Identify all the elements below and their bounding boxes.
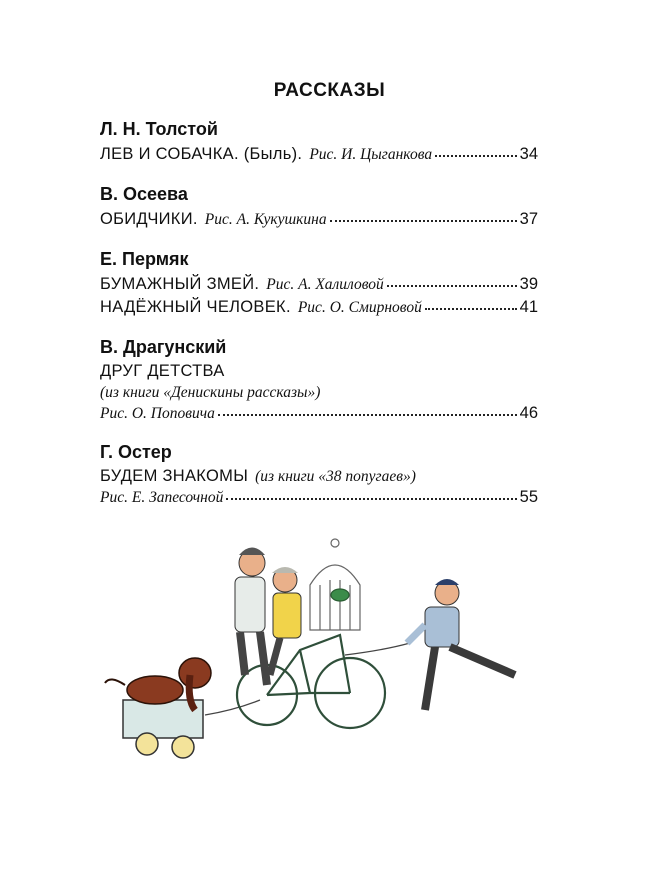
author-name: В. Осеева [100,184,188,204]
toc-entry[interactable] [100,487,538,508]
leader-dots [330,216,517,222]
toc-section [100,248,538,319]
page-number: 55 [519,488,538,506]
toc-entry[interactable] [100,208,538,231]
illustrator: Рис. А. Кукушкина [204,211,327,228]
toc-section [100,336,538,424]
page-number: 39 [519,275,538,293]
bicycle-illustration [95,525,545,775]
toc-section [100,118,538,166]
story-title: БУМАЖНЫЙ ЗМЕЙ. [100,275,260,293]
toc-section [100,441,538,508]
story-title: ЛЕВ И СОБАЧКА. (Быль). [100,145,303,163]
running-boy [407,579,515,710]
illustrator: Рис. Е. Запесочной [100,489,224,506]
story-title-line[interactable] [100,361,538,382]
author-name: В. Драгунский [100,337,227,357]
author-name: Л. Н. Толстой [100,119,218,139]
toc-entry[interactable] [100,403,538,424]
source-note: (из книги «38 попугаев») [255,468,416,485]
leader-dots [218,410,517,416]
story-title: ОБИДЧИКИ. [100,210,198,228]
birdcage [310,539,360,630]
table-of-contents [100,118,538,525]
story-title: ДРУГ ДЕТСТВА [100,362,225,380]
page-number: 37 [519,210,538,228]
story-title-line[interactable] [100,466,538,487]
toc-entry[interactable] [100,296,538,319]
illustrator: Рис. А. Халиловой [266,276,384,293]
story-title: НАДЁЖНЫЙ ЧЕЛОВЕК. [100,298,291,316]
leader-dots [435,151,517,157]
toc-entry[interactable] [100,143,538,166]
source-note: (из книги «Денискины рассказы») [100,384,321,401]
illustrator: Рис. О. Поповича [100,405,215,422]
page-title: РАССКАЗЫ [273,80,386,101]
leader-dots [387,281,517,287]
author-name: Е. Пермяк [100,249,189,269]
toc-section [100,183,538,231]
leader-dots [425,304,517,310]
riders [235,548,301,686]
illustrator: Рис. И. Цыганкова [309,146,433,163]
page-number: 41 [519,298,538,316]
page-number: 34 [519,145,538,163]
leader-dots [226,494,516,500]
toc-entry[interactable] [100,273,538,296]
illustrator: Рис. О. Смирновой [297,299,422,316]
author-name: Г. Остер [100,442,172,462]
page-number: 46 [519,404,538,422]
story-title: БУДЕМ ЗНАКОМЫ [100,467,249,485]
